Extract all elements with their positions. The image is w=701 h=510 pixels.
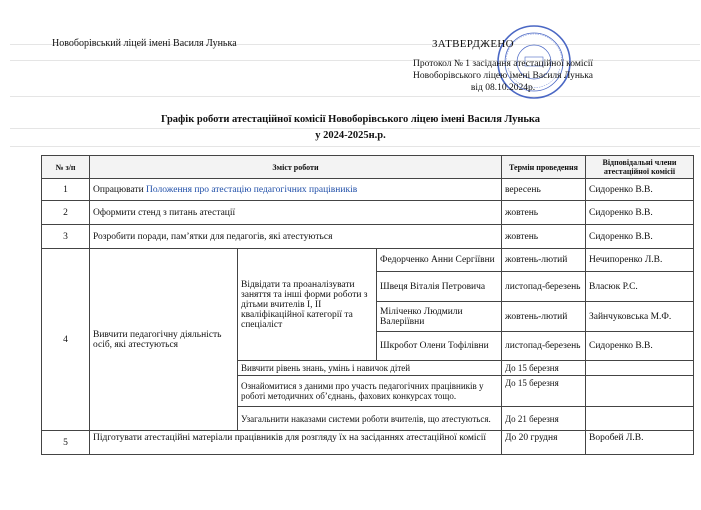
row-responsible: Сидоренко В.В.: [586, 225, 694, 249]
row-content: Оформити стенд з питань атестації: [90, 201, 502, 225]
row-main-task: Вивчити педагогічну діяльність осіб, які атестуються: [90, 249, 238, 431]
row-num: 3: [42, 225, 90, 249]
row-num: 1: [42, 179, 90, 201]
document-title: Графік роботи атестаційної комісії Новоборівського ліцею імені Василя Лунька: [160, 114, 541, 125]
ghost-rule: [10, 146, 700, 147]
protocol-line: Новоборівського ліцею імені Василя Лунька: [413, 71, 593, 81]
row-responsible: [586, 361, 694, 376]
header-num: № з/п: [42, 156, 90, 179]
row-content: Розробити поради, пам’ятки для педагогів, які атестуються: [90, 225, 502, 249]
row-deadline: жовтень: [502, 225, 586, 249]
teacher-name: Шкробот Олени Тофілівни: [377, 332, 502, 361]
task-text: Узагальнити наказами системи роботи вчителів, що атестуються.: [238, 407, 502, 431]
protocol-date: від 08.10.2024р.: [470, 83, 536, 93]
row-num: 5: [42, 431, 90, 455]
ghost-rule: [10, 128, 700, 129]
row-responsible: Сидоренко В.В.: [586, 201, 694, 225]
header-deadline: Термін проведення: [502, 156, 586, 179]
row-deadline: листопад-березень: [502, 272, 586, 302]
header-responsible: Відповідальні члени атестаційної комісії: [586, 156, 694, 179]
row-num: 2: [42, 201, 90, 225]
row-text: Опрацювати: [93, 184, 147, 195]
row-responsible: [586, 407, 694, 431]
table-header-row: [42, 156, 694, 179]
protocol-line: Протокол № 1 засідання атестаційної комісії: [412, 59, 594, 69]
table-row: [42, 179, 694, 201]
schedule-table: [41, 155, 694, 455]
row-deadline: До 21 березня: [502, 407, 586, 431]
header-content: Зміст роботи: [90, 156, 502, 179]
regulation-link[interactable]: Положення про атестацію педагогічних працівників: [146, 184, 358, 195]
school-name: Новоборівський ліцей імені Василя Лунька: [52, 38, 237, 49]
row-deadline: вересень: [502, 179, 586, 201]
row-responsible: Воробей Л.В.: [586, 431, 694, 455]
table-row: [42, 201, 694, 225]
row-content: [90, 179, 502, 201]
row-deadline: До 15 березня: [502, 376, 586, 407]
document-year: у 2024-2025н.р.: [315, 130, 386, 141]
row-responsible: Сидоренко В.В.: [586, 179, 694, 201]
ghost-rule: [10, 96, 700, 97]
approved-label: ЗАТВЕРДЖЕНО: [432, 38, 514, 50]
row-responsible: Нечипоренко Л.В.: [586, 249, 694, 272]
task-text: Вивчити рівень знань, умінь і навичок дітей: [238, 361, 502, 376]
teacher-name: Швеця Віталія Петровича: [377, 272, 502, 302]
row-responsible: Власюк Р.С.: [586, 272, 694, 302]
row-num: 4: [42, 249, 90, 431]
table-row: [42, 431, 694, 455]
protocol-block: [398, 58, 608, 94]
row-responsible: Сидоренко В.В.: [586, 332, 694, 361]
teacher-name: Федорченко Анни Сергіївни: [377, 249, 502, 272]
row-deadline: До 15 березня: [502, 361, 586, 376]
table-row: [42, 249, 694, 272]
row-deadline: жовтень-лютий: [502, 249, 586, 272]
row-subtask: Відвідати та проаналізувати заняття та інші форми роботи з дітьми вчителів І, ІІ кваліфікаційної категорії та спеціаліст: [238, 249, 377, 361]
table-row: [42, 225, 694, 249]
row-deadline: жовтень-лютий: [502, 302, 586, 332]
teacher-name: Міліченко Людмили Валеріївни: [377, 302, 502, 332]
row-deadline: До 20 грудня: [502, 431, 586, 455]
row-deadline: жовтень: [502, 201, 586, 225]
row-responsible: Зайнчуковська М.Ф.: [586, 302, 694, 332]
task-text: Ознайомитися з даними про участь педагогічних працівників у роботі методичних об’єднань, фахових конкурсах тощо.: [238, 376, 502, 407]
row-content: Підготувати атестаційні матеріали працівників для розгляду їх на засіданнях атестаційної комісії: [90, 431, 502, 455]
row-deadline: листопад-березень: [502, 332, 586, 361]
row-responsible: [586, 376, 694, 407]
